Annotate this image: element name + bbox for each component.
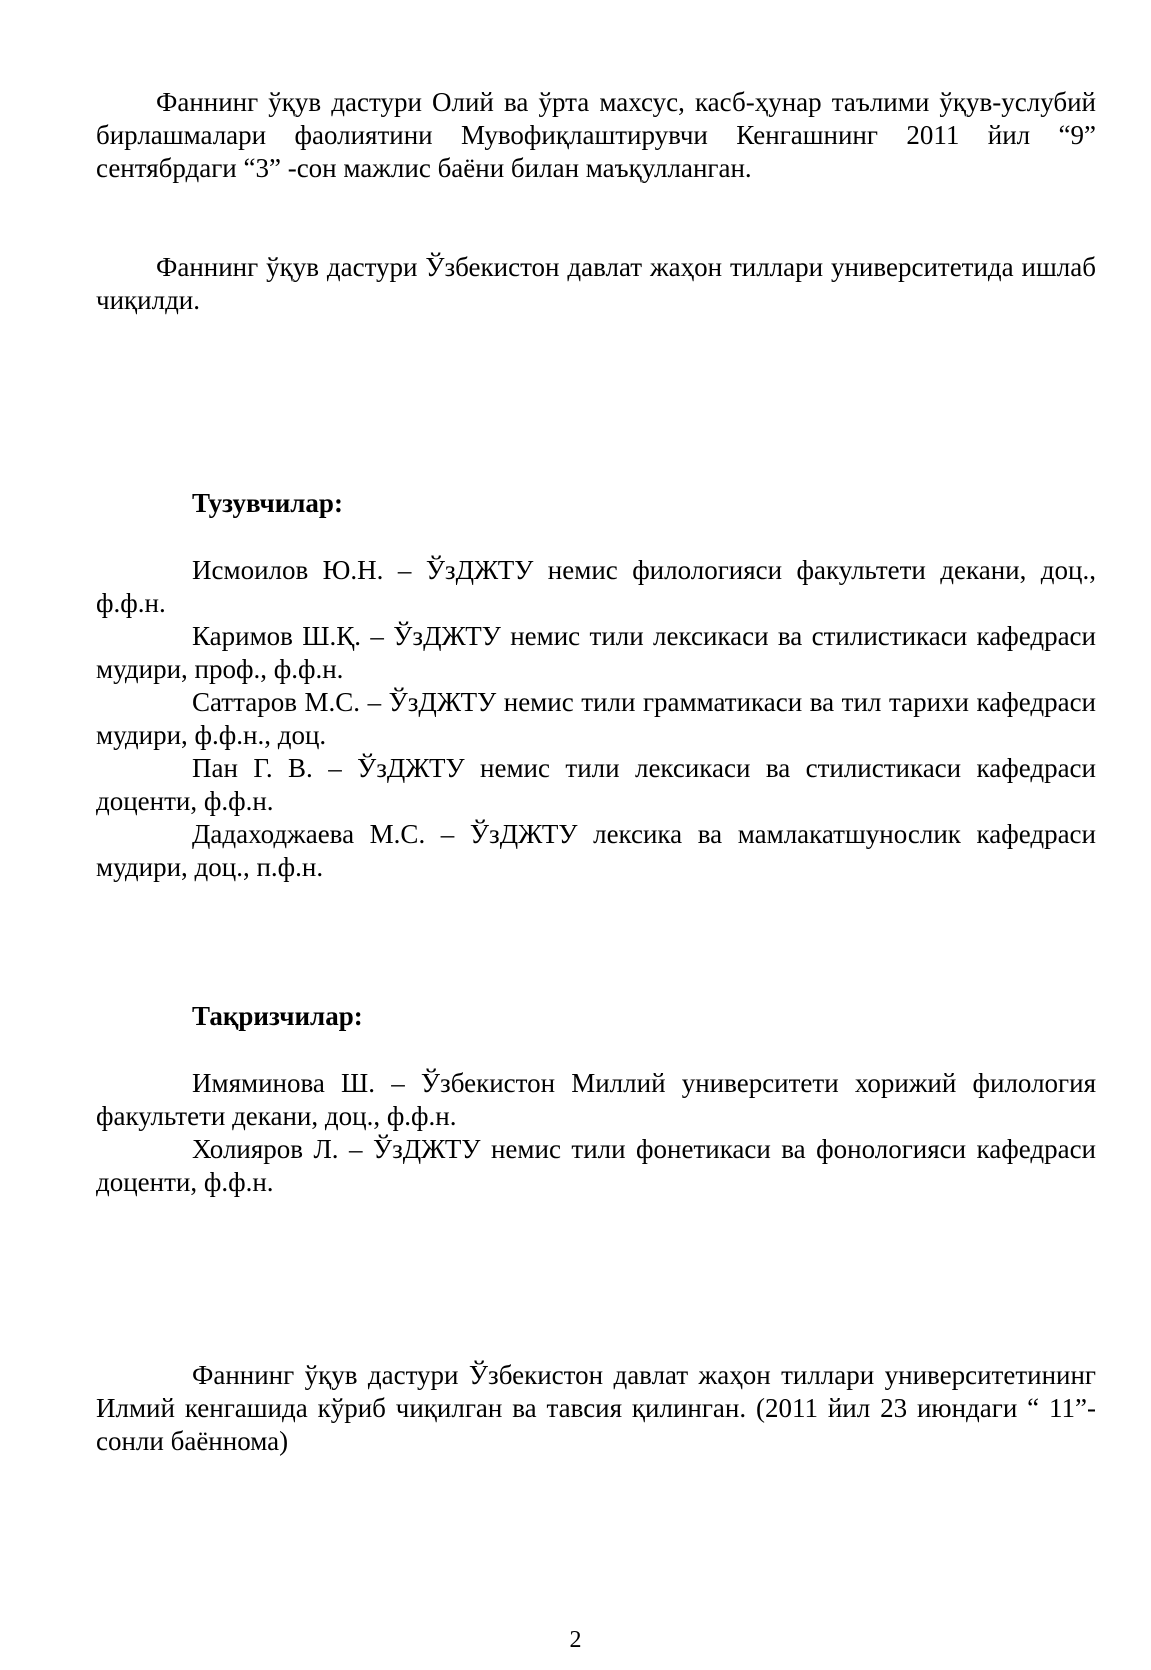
reviewer-entry: Имяминова Ш. – Ўзбекистон Миллий университети хорижий филология факультети декани, доц., ф.ф.н. (96, 1068, 1096, 1131)
authors-heading: Тузувчилар: (192, 488, 343, 518)
development-paragraph: Фаннинг ўқув дастури Ўзбекистон давлат жаҳон тиллари университетида ишлаб чиқилди. (96, 252, 1096, 315)
section-spacer (96, 1199, 1096, 1359)
authors-list (96, 554, 1096, 884)
section-spacer (96, 884, 1096, 1000)
author-entry: Саттаров М.С. – ЎзДЖТУ немис тили грамматикаси ва тил тарихи кафедраси мудири, ф.ф.н., доц. (96, 687, 1096, 750)
author-entry: Каримов Ш.Қ. – ЎзДЖТУ немис тили лексикаси ва стилистикаси кафедраси мудири, проф., ф.ф.н. (96, 621, 1096, 684)
reviewers-list (96, 1067, 1096, 1199)
author-entry: Исмоилов Ю.Н. – ЎзДЖТУ немис филологияси факультети декани, доц., ф.ф.н. (96, 555, 1096, 618)
author-entry: Пан Г. В. – ЎзДЖТУ немис тили лексикаси ва стилистикаси кафедраси доценти, ф.ф.н. (96, 753, 1096, 816)
reviewers-heading: Тақризчилар: (192, 1001, 363, 1031)
approval-paragraph: Фаннинг ўқув дастури Олий ва ўрта махсус, касб-ҳунар таълими ўқув-услубий бирлашмалари фаолиятини Мувофиқлаштирувчи Кенгашнинг 2011 йил “9” сентябрдаги “3” -сон мажлис баёни билан маъқулланган. (96, 87, 1096, 183)
review-approval-paragraph: Фаннинг ўқув дастури Ўзбекистон давлат жаҳон тиллари университетининг Илмий кенгашида кўриб чиқилган ва тавсия қилинган. (2011 йил 23 июндаги “ 11”-сонли баённома) (96, 1360, 1096, 1456)
author-entry: Дадаходжаева М.С. – ЎзДЖТУ лексика ва мамлакатшунослик кафедраси мудири, доц., п.ф.н. (96, 819, 1096, 882)
reviewer-entry: Холияров Л. – ЎзДЖТУ немис тили фонетикаси ва фонологияси кафедраси доценти, ф.ф.н. (96, 1134, 1096, 1197)
document-page (96, 86, 1096, 1458)
page-number: 2 (569, 1627, 582, 1653)
